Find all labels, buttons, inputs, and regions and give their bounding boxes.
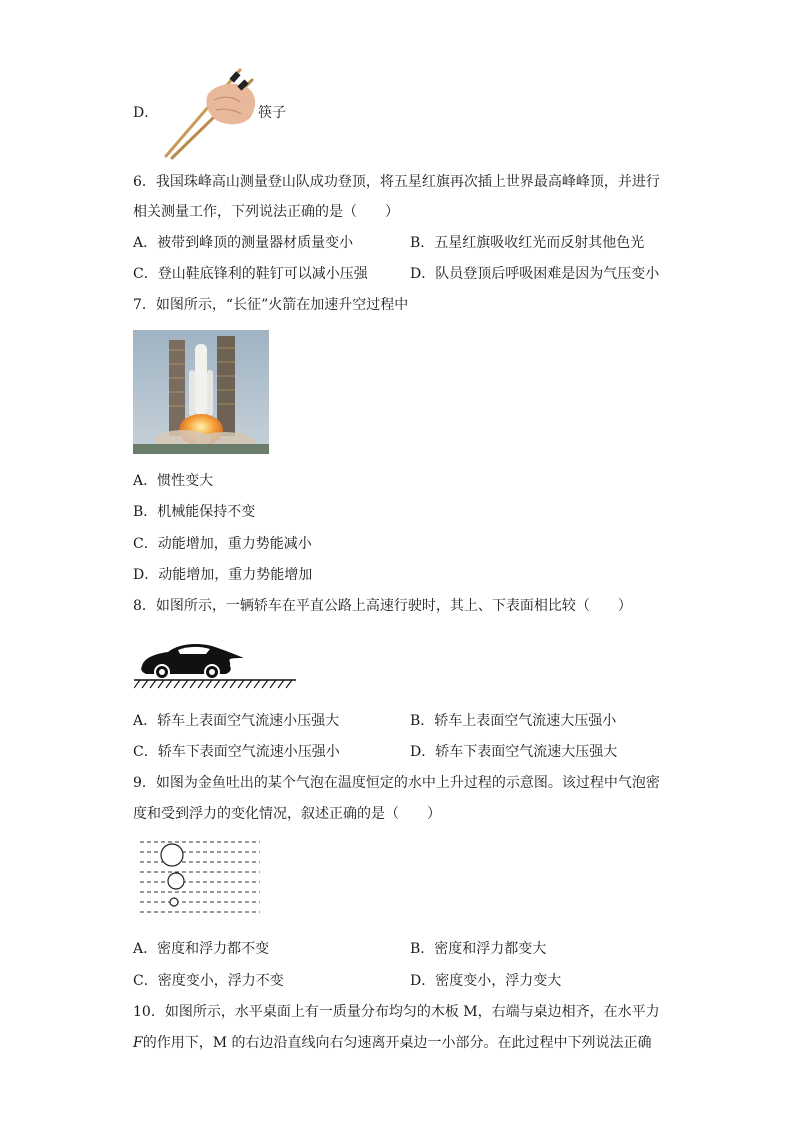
- q6-option-d: D．队员登顶后呼吸困难是因为气压变小: [410, 266, 660, 282]
- q9-stem-line2: 度和受到浮力的变化情况，叙述正确的是（ ）: [133, 806, 441, 822]
- rocket-launch-image: [133, 330, 269, 454]
- q6-stem-line2: 相关测量工作，下列说法正确的是（ ）: [133, 204, 399, 220]
- q7-stem: 7．如图所示，“长征”火箭在加速升空过程中: [133, 297, 409, 313]
- q10-stem-line2: [133, 1033, 652, 1053]
- q8-option-a: A．轿车上表面空气流速小压强大: [133, 713, 340, 729]
- option-d-label: D．: [133, 105, 159, 121]
- q9-option-c: C．密度变小，浮力不变: [133, 973, 284, 989]
- option-d-text: 筷子: [258, 105, 286, 121]
- q9-option-d: D．密度变小，浮力变大: [410, 973, 562, 989]
- q6-option-c: C．登山鞋底锋利的鞋钉可以减小压强: [133, 266, 368, 282]
- q9-stem-line1: 9．如图为金鱼吐出的某个气泡在温度恒定的水中上升过程的示意图。该过程中气泡密: [133, 775, 660, 791]
- q9-option-b: B．密度和浮力都变大: [410, 941, 547, 957]
- q10-force-symbol: F: [133, 1035, 143, 1051]
- q8-option-d: D．轿车下表面空气流速大压强大: [410, 744, 618, 760]
- q10-stem-line1: 10．如图所示，水平桌面上有一质量分布均匀的木板 M，右端与桌边相齐，在水平力: [133, 1004, 660, 1020]
- car-on-road-image: [134, 636, 298, 690]
- q10-stem-line2-text: 的作用下，M 的右边沿直线向右匀速离开桌边一小部分。在此过程中下列说法正确: [142, 1035, 652, 1051]
- q6-option-a: A．被带到峰顶的测量器材质量变小: [133, 235, 354, 251]
- q8-option-c: C．轿车下表面空气流速小压强小: [133, 744, 340, 760]
- chopsticks-hand-image: [160, 66, 260, 160]
- q9-option-a: A．密度和浮力都不变: [133, 941, 270, 957]
- q8-option-b: B．轿车上表面空气流速大压强小: [410, 713, 617, 729]
- q7-option-a: A．惯性变大: [133, 473, 214, 489]
- q7-option-b: B．机械能保持不变: [133, 504, 256, 520]
- q6-stem-line1: 6．我国珠峰高山测量登山队成功登顶，将五星红旗再次插上世界最高峰峰顶，并进行: [133, 174, 660, 190]
- bubble-rising-diagram: [140, 838, 262, 920]
- q7-option-c: C．动能增加，重力势能减小: [133, 536, 312, 552]
- q8-stem: 8．如图所示，一辆轿车在平直公路上高速行驶时，其上、下表面相比较（ ）: [133, 598, 632, 614]
- q6-option-b: B．五星红旗吸收红光而反射其他色光: [410, 235, 645, 251]
- q7-option-d: D．动能增加，重力势能增加: [133, 567, 313, 583]
